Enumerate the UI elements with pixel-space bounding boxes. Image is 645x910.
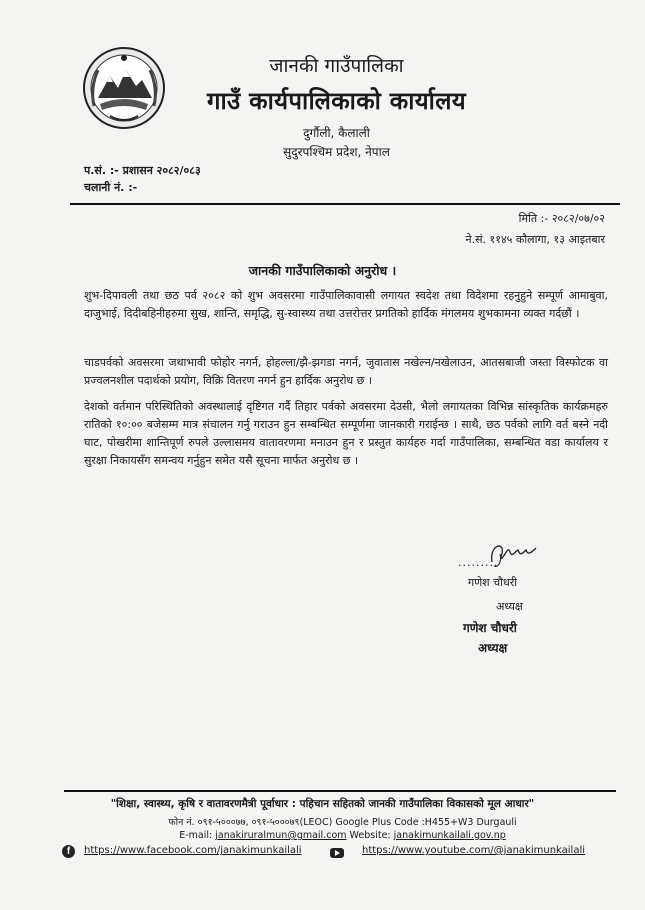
footer-contact-line-2 xyxy=(0,830,645,841)
facebook-link[interactable]: https://www.facebook.com/janakimunkailali xyxy=(84,845,302,856)
location-line-2: सुदुरपश्चिम प्रदेश, नेपाल xyxy=(283,145,390,159)
reference-number: प.सं. :- प्रशासन २०८२/०८३ xyxy=(84,164,201,177)
date-nepal-sambat: ने.सं. ११४५ कौलागा, १३ आइतबार xyxy=(465,233,605,246)
letter-subject: जानकी गाउँपालिकाको अनुरोध । xyxy=(248,263,397,278)
body-paragraph-1: शुभ-दिपावली तथा छठ पर्व २०८२ को शुभ अवसरमा गाउँपालिकावासी लगायत स्वदेश तथा विदेशमा रहनुहुने सम्पूर्ण आमाबुवा, दाजुभाई, दिदीबहिनीहरुमा सुख, शान्ति, समृद्धि, सु-स्वास्थ्य तथा उत्तरोत्तर प्रगतिको हार्दिक मंगलमय शुभकामना व्यक्त गर्दछौं । xyxy=(84,289,608,320)
municipality-name: जानकी गाउँपालिका xyxy=(269,55,404,77)
phone-numbers: फोन नं. ०९१-५०००७७, ०९१-५०००७९(LEOC) xyxy=(168,817,333,828)
body-paragraph-3: देशको वर्तमान परिस्थितिको अवस्थालाई दृष्टिगत गर्दै तिहार पर्वको अवसरमा देउसी, भैलो लगायतका विभिन्न सांस्कृतिक कार्यक्रमहरु रातिको १०:०० बजेसम्म मात्र संचालन गर्नु गराउन हुन सम्बन्धित सम्पूर्णमा जानकारी गराईन्छ । साथै, छठ पर्वको लागि वर्त बस्ने नदी घाट, पोखरीमा शान्तिपूर्ण रुपले उल्लासमय वातावरणमा मनाउन हुन र प्रस्तुत कार्यहरु गर्दा गाउँपालिका, सम्बन्धित वडा कार्यालय र सुरक्षा निकायसँग समन्वय गर्नुहुन समेत यसै सूचना मार्फत अनुरोध छ । xyxy=(84,400,608,467)
website-link[interactable]: janakimunkailali.gov.np xyxy=(393,830,506,841)
footer-slogan: "शिक्षा, स्वास्थ्य, कृषि र वातावरणमैत्री पूर्वाधार : पहिचान सहितको जानकी गाउँपालिका विकासको मूल आधार" xyxy=(110,798,535,810)
signatory-title: अध्यक्ष xyxy=(496,600,523,613)
footer-divider xyxy=(64,790,616,792)
signature-line: ......... xyxy=(458,556,499,569)
location-line-1: दुर्गौली, कैलाली xyxy=(303,126,370,140)
footer-contact-line-1 xyxy=(0,815,645,828)
body-paragraph-2: चाडपर्वको अवसरमा जथाभावी फोहोर नगर्न, होहल्ला/झै-झगडा नगर्न, जुवातास नखेल्न/नखेलाउन, आतसबाजी जस्ता विस्फोटक वा प्रज्वलनशील पदार्थको प्रयोग, विक्रि वितरण नगर्न हुन हार्दिक अनुरोध छ । xyxy=(84,356,608,387)
youtube-link[interactable]: https://www.youtube.com/@janakimunkailali xyxy=(362,845,586,856)
signatory-name: गणेश चौधरी xyxy=(468,576,518,589)
date-bs: मिति :- २०८२/०७/०२ xyxy=(518,212,605,225)
handwritten-signature xyxy=(462,532,562,576)
dispatch-number: चलानी नं. :- xyxy=(84,181,138,194)
youtube-icon xyxy=(330,848,344,858)
office-name: गाउँ कार्यपालिकाको कार्यालय xyxy=(207,87,466,115)
website-label: Website: xyxy=(349,830,391,841)
plus-code: Google Plus Code :H455+W3 Durgauli xyxy=(335,817,517,828)
email-label: E-mail: xyxy=(179,830,213,841)
email-link[interactable]: janakiruralmun@gmail.com xyxy=(215,830,347,841)
facebook-icon: f xyxy=(62,845,75,858)
signatory-title-stamp: अध्यक्ष xyxy=(478,641,508,655)
header-divider xyxy=(70,203,620,205)
signatory-name-stamp: गणेश चौधरी xyxy=(463,621,517,635)
